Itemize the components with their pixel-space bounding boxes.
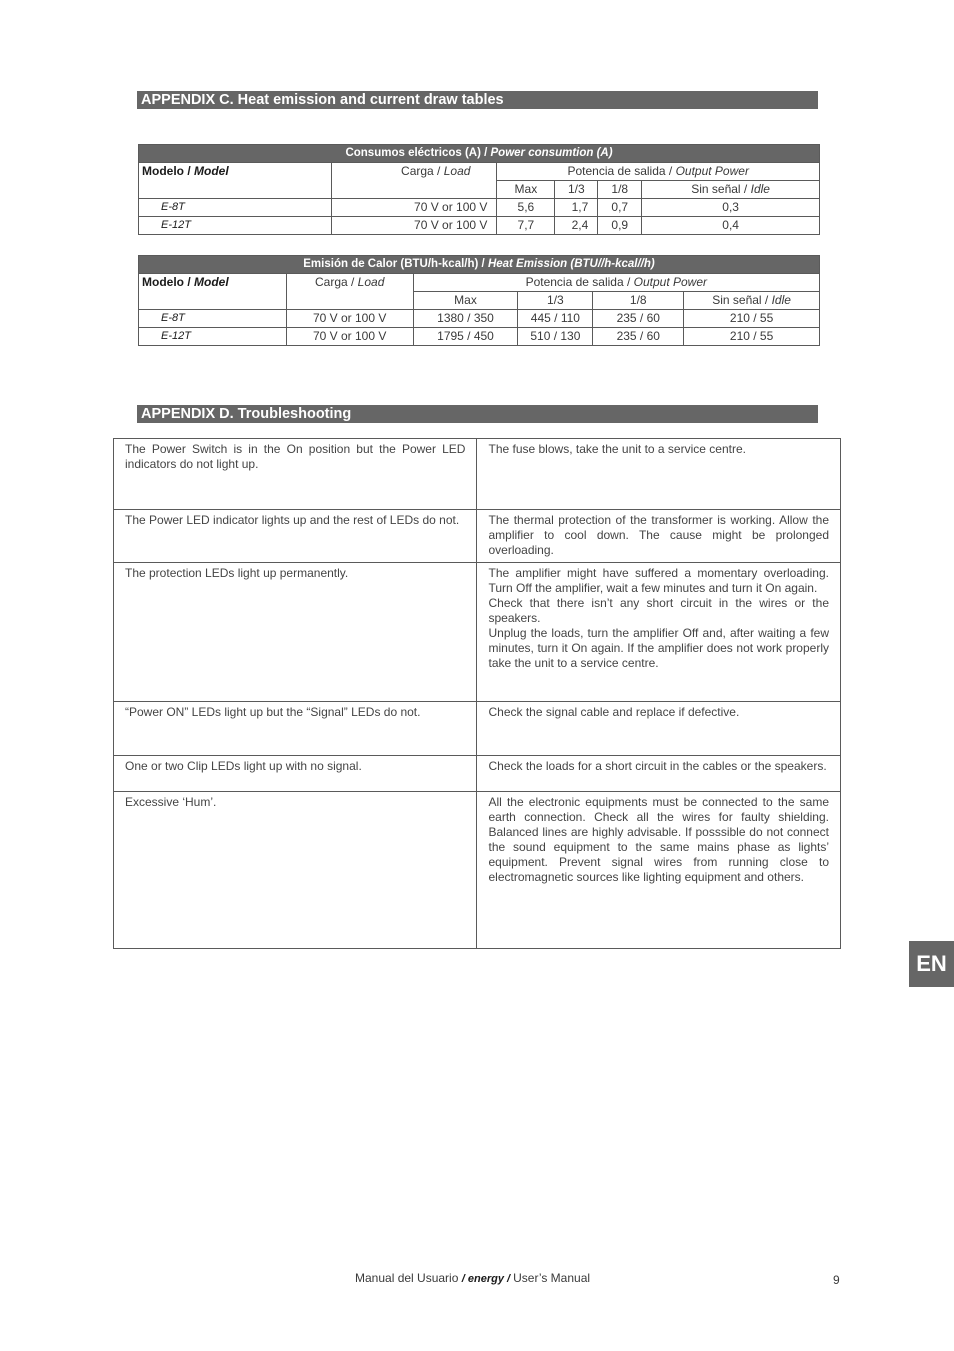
third-cell: 510 / 130 — [518, 328, 593, 346]
table-row — [114, 439, 841, 510]
footer-sep: / — [503, 1273, 514, 1285]
third-cell: 2,4 — [555, 217, 598, 235]
heat-emission-table — [138, 255, 820, 346]
appendix-c-title: APPENDIX C. Heat emission and current draw tables — [137, 91, 818, 109]
appendix-d-title: APPENDIX D. Troubleshooting — [137, 405, 818, 423]
table-row — [114, 792, 841, 949]
model-cell: E-12T — [139, 217, 332, 235]
solution-cell: The amplifier might have suffered a momentary overloading. Turn Off the amplifier, wait a few minutes and turn it On again. Check that there isn’t any short circuit in the wires or the speakers. Unplug the loads, turn the amplifier Off and, after waiting a few minutes, turn it On again. If the amplifier does not work properly take the unit to a service centre. — [477, 563, 841, 702]
heat-col-eighth: 1/8 — [593, 292, 684, 310]
solution-cell: All the electronic equipments must be connected to the same earth connection. Check all the wires for faulty shielding. Balanced lines are highly advisable. If posssible do not connect the sound equipment to the same mains phase as lights’ equipment. Prevent signal wires from running close to electromagnetic sources like lighting equipment and others. — [477, 792, 841, 949]
load-cell: 70 V or 100 V — [286, 328, 413, 346]
solution-cell: Check the loads for a short circuit in the cables or the speakers. — [477, 756, 841, 792]
problem-cell: “Power ON” LEDs light up but the “Signal” LEDs do not. — [114, 702, 477, 756]
table-row — [114, 702, 841, 756]
table-row — [114, 563, 841, 702]
table-row — [114, 756, 841, 792]
eighth-cell: 235 / 60 — [593, 328, 684, 346]
eighth-cell: 0,7 — [598, 199, 642, 217]
power-col-eighth: 1/8 — [598, 181, 642, 199]
heat-output-header: Potencia de salida / Output Power — [413, 274, 819, 292]
problem-cell: Excessive ‘Hum’. — [114, 792, 477, 949]
problem-cell: The Power LED indicator lights up and the rest of LEDs do not. — [114, 510, 477, 563]
solution-cell: The thermal protection of the transformer is working. Allow the amplifier to cool down. The cause might be prolonged overloading. — [477, 510, 841, 563]
power-table-header: Consumos eléctricos (A) / Power consumtion (A) — [139, 145, 820, 163]
model-cell: E-8T — [139, 310, 287, 328]
footer-left: Manual del Usuario — [355, 1271, 462, 1285]
problem-cell: One or two Clip LEDs light up with no signal. — [114, 756, 477, 792]
language-tab-en: EN — [909, 941, 954, 987]
third-cell: 445 / 110 — [518, 310, 593, 328]
problem-cell: The protection LEDs light up permanently. — [114, 563, 477, 702]
idle-cell: 0,3 — [642, 199, 820, 217]
third-cell: 1,7 — [555, 199, 598, 217]
eighth-cell: 0,9 — [598, 217, 642, 235]
solution-cell: The fuse blows, take the unit to a service centre. — [477, 439, 841, 510]
page-number: 9 — [833, 1273, 840, 1287]
model-cell: E-8T — [139, 199, 332, 217]
table-row — [139, 328, 820, 346]
heat-col-third: 1/3 — [518, 292, 593, 310]
heat-col-max: Max — [413, 292, 518, 310]
power-col-idle: Sin señal / Idle — [642, 181, 820, 199]
table-row — [139, 217, 820, 235]
idle-cell: 0,4 — [642, 217, 820, 235]
load-cell: 70 V or 100 V — [331, 199, 497, 217]
power-consumption-table — [138, 144, 820, 235]
power-load-header: Carga / Load — [331, 163, 497, 199]
footer — [355, 1271, 590, 1285]
max-cell: 5,6 — [497, 199, 555, 217]
idle-cell: 210 / 55 — [684, 310, 820, 328]
table-row — [139, 199, 820, 217]
heat-table-header: Emisión de Calor (BTU/h-kcal/h) / Heat Emission (BTU//h-kcal//h) — [139, 256, 820, 274]
max-cell: 1380 / 350 — [413, 310, 518, 328]
table-row — [139, 310, 820, 328]
heat-model-header: Modelo / Model — [139, 274, 287, 310]
idle-cell: 210 / 55 — [684, 328, 820, 346]
heat-col-idle: Sin señal / Idle — [684, 292, 820, 310]
footer-sep: / — [461, 1273, 468, 1285]
table-row — [114, 510, 841, 563]
max-cell: 1795 / 450 — [413, 328, 518, 346]
heat-load-header: Carga / Load — [286, 274, 413, 310]
solution-cell: Check the signal cable and replace if defective. — [477, 702, 841, 756]
max-cell: 7,7 — [497, 217, 555, 235]
power-col-third: 1/3 — [555, 181, 598, 199]
troubleshooting-table — [113, 438, 841, 949]
problem-cell: The Power Switch is in the On position but the Power LED indicators do not light up. — [114, 439, 477, 510]
footer-brand: energy — [467, 1273, 504, 1285]
load-cell: 70 V or 100 V — [286, 310, 413, 328]
model-cell: E-12T — [139, 328, 287, 346]
footer-right: User’s Manual — [513, 1271, 591, 1285]
power-col-max: Max — [497, 181, 555, 199]
power-model-header: Modelo / Model — [139, 163, 332, 199]
power-output-header: Potencia de salida / Output Power — [497, 163, 820, 181]
eighth-cell: 235 / 60 — [593, 310, 684, 328]
load-cell: 70 V or 100 V — [331, 217, 497, 235]
